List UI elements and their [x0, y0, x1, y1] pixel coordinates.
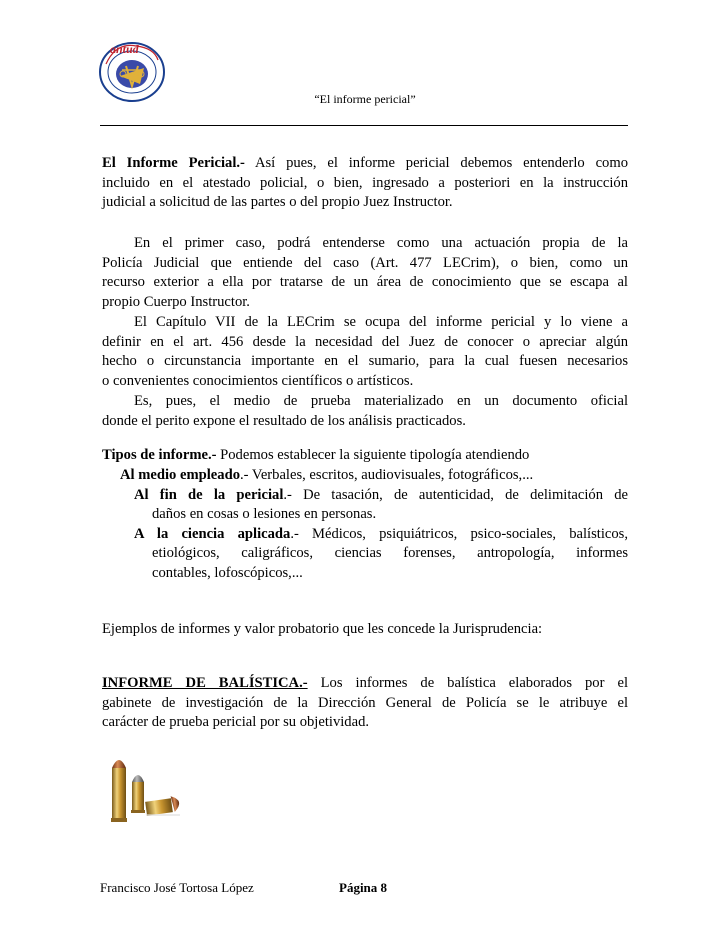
- p3-line-3: hecho o circunstancia importante en el sumario, para la cual fuesen necesarios: [102, 353, 628, 370]
- list-item-fin: [102, 486, 628, 506]
- tipos-paragraph: [102, 446, 628, 466]
- bullets-icon: [102, 748, 190, 824]
- intro-heading: El Informe Pericial.-: [102, 155, 245, 171]
- p2-line-4: propio Cuerpo Instructor.: [102, 293, 250, 310]
- p2-line-2: Policía Judicial que entiende del caso (Art. 477 LECrim), o bien, como un: [102, 254, 628, 271]
- balistica-line-1: Los informes de balística elaborados por el: [320, 675, 628, 691]
- ejemplos-paragraph: Ejemplos de informes y valor probatorio que les concede la Jurisprudencia:: [102, 621, 543, 637]
- intro-line-2: incluido en el atestado policial, o bien, ingresado a posteriori en la instrucción: [102, 174, 628, 191]
- list-label-fin: Al fin de la pericial: [134, 486, 284, 503]
- paragraph-primer-caso: [102, 234, 628, 312]
- list-text-medio: .- Verbales, escritos, audiovisuales, fotográficos,...: [240, 467, 534, 483]
- intro-line-3: judicial a solicitud de las partes o del propio Juez Instructor.: [102, 194, 453, 211]
- list-label-ciencia: A la ciencia aplicada: [134, 525, 291, 542]
- logo-text: antud: [110, 42, 139, 56]
- list-text-ciencia: .- Médicos, psiquiátricos, psico-sociales, balísticos,: [290, 525, 628, 542]
- paragraph-medio-prueba: [102, 392, 628, 431]
- p4-line-1: Es, pues, el medio de prueba materializado en un documento oficial: [134, 393, 628, 409]
- p3-line-1: El Capítulo VII de la LECrim se ocupa del informe pericial y lo viene a: [134, 314, 628, 330]
- footer-author: Francisco José Tortosa López: [100, 880, 254, 895]
- balistica-line-3: carácter de prueba pericial por su objetividad.: [102, 714, 370, 731]
- balistica-line-2: gabinete de investigación de la Dirección General de Policía se le atribuye el: [102, 694, 628, 711]
- header-title: “El informe pericial”: [314, 92, 416, 106]
- intro-paragraph: [102, 154, 628, 213]
- p3-line-2: definir en el art. 456 desde la necesidad del Juez de conocer o apreciar algún: [102, 333, 628, 350]
- p2-line-3: recurso exterior a ella por tratarse de un área de conocimiento que se escapa al: [102, 274, 628, 291]
- list-item-medio: [102, 466, 628, 486]
- tipos-list: [102, 466, 628, 584]
- p2-line-1: En el primer caso, podrá entenderse como una actuación propia de la: [134, 235, 628, 251]
- tipos-heading: Tipos de informe.-: [102, 447, 217, 463]
- tipos-text: Podemos establecer la siguiente tipología atendiendo: [220, 447, 530, 463]
- list-item-ciencia: [102, 525, 628, 545]
- balistica-heading: INFORME DE BALÍSTICA.-: [102, 675, 308, 691]
- header-rule: [100, 125, 628, 126]
- p3-line-4: o convenientes conocimientos científicos o artísticos.: [102, 372, 414, 389]
- intro-line-1: Así pues, el informe pericial debemos entenderlo como: [254, 155, 628, 171]
- balistica-paragraph: [102, 674, 628, 733]
- paragraph-capitulo-vii: [102, 313, 628, 391]
- list-text-fin: .- De tasación, de autenticidad, de delimitación de: [283, 486, 628, 503]
- p4-line-2: donde el perito expone el resultado de los análisis practicados.: [102, 412, 466, 429]
- list-cont-fin: daños en cosas o lesiones en personas.: [152, 506, 377, 523]
- list-cont-ciencia-1: etiológicos, caligráficos, ciencias forenses, antropología, informes: [152, 545, 628, 562]
- list-label-medio: Al medio empleado: [120, 467, 240, 483]
- list-cont-ciencia-2: contables, lofoscópicos,...: [152, 564, 303, 581]
- footer-page-number: Página 8: [339, 880, 388, 895]
